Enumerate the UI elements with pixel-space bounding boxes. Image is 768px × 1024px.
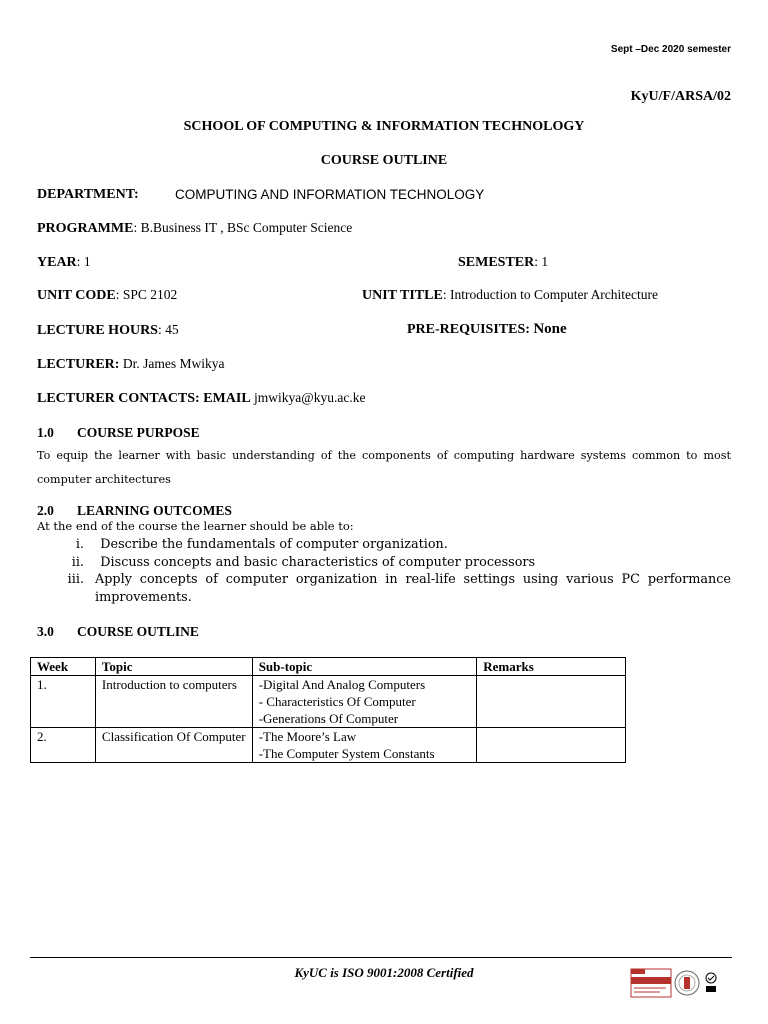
prerequisites-value: None xyxy=(533,321,567,337)
list-item-number: i. xyxy=(75,537,84,552)
lecture-hours-row: LECTURE HOURS: 45 xyxy=(37,322,179,338)
list-item-number: iii. xyxy=(67,572,84,587)
topic-cell: Classification Of Computer xyxy=(95,728,252,763)
unit-code-value: SPC 2102 xyxy=(122,287,178,302)
school-heading: SCHOOL OF COMPUTING & INFORMATION TECHNOLOGY xyxy=(183,119,585,134)
outline-number: 3.0 xyxy=(37,624,54,639)
prerequisites-label: PRE-REQUISITES xyxy=(407,322,526,337)
list-item-text: Describe the fundamentals of computer organization. xyxy=(100,537,448,552)
semester-row: SEMESTER: 1 xyxy=(458,254,549,270)
contacts-label: LECTURER CONTACTS: EMAIL xyxy=(37,391,251,406)
subtopic-item: - Characteristics Of Computer xyxy=(258,694,416,709)
table-row xyxy=(31,728,626,763)
purpose-text: To equip the learner with basic understanding of the components of computing hardware systems common to most computer architectures xyxy=(37,449,731,486)
lecture-hours-label: LECTURE HOURS xyxy=(37,323,158,338)
course-outline-table xyxy=(30,657,626,763)
table-header-row xyxy=(31,658,626,676)
unit-title-value: Introduction to Computer Architecture xyxy=(449,287,659,302)
outline-heading xyxy=(37,624,199,640)
lecturer-value: Dr. James Mwikya xyxy=(122,356,225,371)
list-item-number: ii. xyxy=(71,554,84,570)
outcomes-heading xyxy=(37,503,232,519)
topic-cell: Introduction to computers xyxy=(95,676,252,728)
unit-code-row: UNIT CODE: SPC 2102 xyxy=(37,287,178,303)
lecturer-row xyxy=(37,356,224,373)
unit-title-label: UNIT TITLE xyxy=(362,288,443,303)
document-title: COURSE OUTLINE xyxy=(320,153,448,168)
subtopic-item: -The Moore’s Law xyxy=(258,729,357,744)
outline-title: COURSE OUTLINE xyxy=(77,624,199,639)
remarks-cell xyxy=(477,676,626,728)
subtopic-item: -Generations Of Computer xyxy=(258,711,399,726)
list-item-text: Discuss concepts and basic characteristics of computer processors xyxy=(100,554,536,570)
purpose-heading xyxy=(37,425,200,441)
programme-row: PROGRAMME: B.Business IT , BSc Computer Science xyxy=(37,220,353,236)
semester-value: 1 xyxy=(541,254,549,269)
column-header-subtopic: Sub-topic xyxy=(252,658,477,676)
outcomes-intro: At the end of the course the learner should be able to: xyxy=(37,519,354,533)
year-row: YEAR: 1 xyxy=(37,254,91,270)
lecturer-label: LECTURER: xyxy=(37,357,120,372)
list-item xyxy=(37,571,731,606)
week-cell: 2. xyxy=(31,728,96,763)
programme-value: B.Business IT , BSc Computer Science xyxy=(140,220,353,235)
contacts-value: jmwikya@kyu.ac.ke xyxy=(254,390,366,405)
table-row xyxy=(31,676,626,728)
remarks-cell xyxy=(477,728,626,763)
list-item xyxy=(37,554,731,572)
certification-text: KyUC is ISO 9001:2008 Certified xyxy=(294,965,474,980)
purpose-number: 1.0 xyxy=(37,425,54,440)
week-cell: 1. xyxy=(31,676,96,728)
semester-note: Sept –Dec 2020 semester xyxy=(610,44,731,55)
purpose-title: COURSE PURPOSE xyxy=(77,425,200,440)
year-label: YEAR xyxy=(37,255,77,270)
department-row: DEPARTMENT: xyxy=(37,187,139,202)
certification-logo xyxy=(630,966,720,1000)
subtopic-item: -The Computer System Constants xyxy=(258,746,435,761)
prerequisites-row: PRE-REQUISITES: None xyxy=(407,321,567,337)
subtopic-cell xyxy=(252,728,477,763)
column-header-week: Week xyxy=(31,658,96,676)
column-header-remarks: Remarks xyxy=(477,658,626,676)
contacts-row xyxy=(37,390,365,407)
column-header-topic: Topic xyxy=(95,658,252,676)
department-label: DEPARTMENT xyxy=(37,187,134,202)
list-item-text: Apply concepts of computer organization in real-life settings using various PC performance improvements. xyxy=(95,572,731,605)
outcomes-title: LEARNING OUTCOMES xyxy=(77,503,232,518)
unit-title-row: UNIT TITLE: Introduction to Computer Architecture xyxy=(362,287,659,303)
outcomes-list xyxy=(37,536,731,606)
subtopic-item: -Digital And Analog Computers xyxy=(258,677,426,692)
programme-label: PROGRAMME xyxy=(37,221,134,236)
footer-divider xyxy=(30,957,732,958)
lecture-hours-value: 45 xyxy=(165,322,179,337)
unit-code-label: UNIT CODE xyxy=(37,288,116,303)
department-value: COMPUTING AND INFORMATION TECHNOLOGY xyxy=(175,187,485,202)
form-code: KyU/F/ARSA/02 xyxy=(630,89,731,104)
subtopic-cell xyxy=(252,676,477,728)
year-value: 1 xyxy=(83,254,91,269)
semester-label: SEMESTER xyxy=(458,255,535,270)
list-item xyxy=(37,536,731,554)
outcomes-number: 2.0 xyxy=(37,503,54,518)
